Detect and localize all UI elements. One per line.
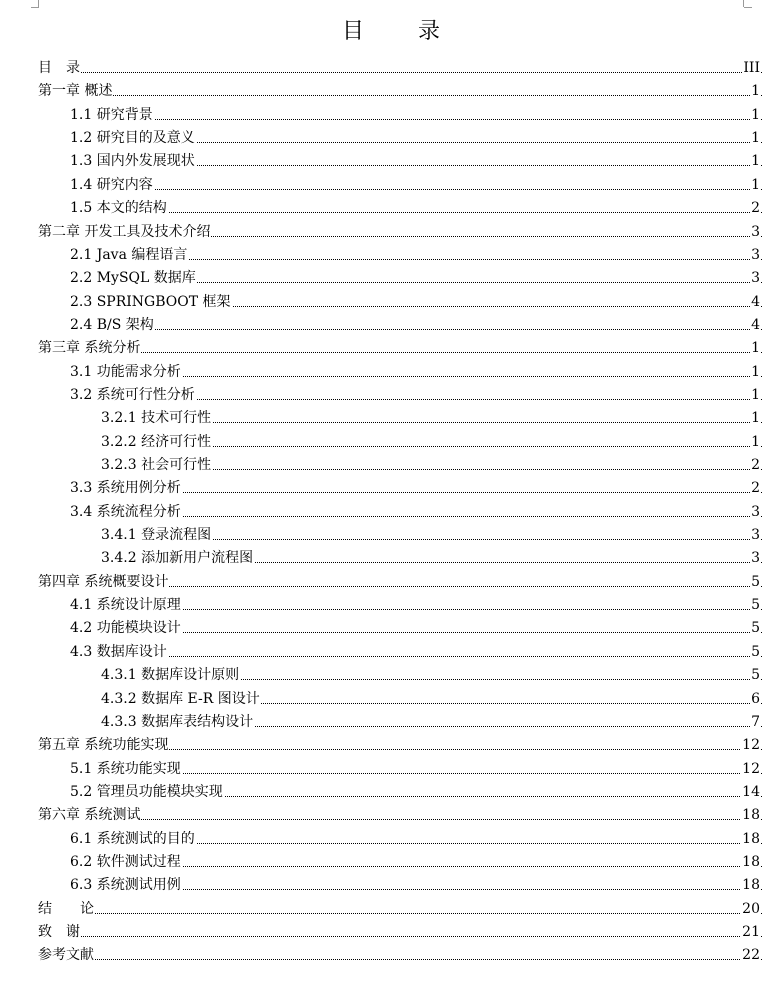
toc-entry[interactable] <box>0 197 782 220</box>
toc-entry-label: 第一章 概述 <box>38 80 113 103</box>
toc-entry-label: 3.3 系统用例分析 <box>70 477 182 500</box>
toc-entry-page-number: 18 <box>741 851 760 874</box>
toc-entry-page-number: 22 <box>741 944 760 967</box>
toc-entry[interactable] <box>0 921 782 944</box>
toc-entry-page-number: 3 <box>750 267 760 290</box>
toc-entry-label: 3.4.2 添加新用户流程图 <box>101 547 254 570</box>
toc-entry-page-number: 1 <box>750 407 760 430</box>
toc-entry-page-number: 2 <box>750 454 760 477</box>
toc-entry-label: 6.2 软件测试过程 <box>70 851 182 874</box>
toc-entry-label: 结 论 <box>38 898 95 921</box>
toc-entry[interactable] <box>0 828 782 851</box>
toc-entry[interactable] <box>0 898 782 921</box>
toc-entry-page-number: 4 <box>750 314 760 337</box>
toc-entry-label: 1.5 本文的结构 <box>70 197 168 220</box>
toc-entry[interactable] <box>0 57 782 80</box>
toc-entry-page-number: 2 <box>750 197 760 220</box>
toc-entry-page-number: 1 <box>750 174 760 197</box>
toc-entry-page-number: 18 <box>741 804 760 827</box>
toc-entry-page-number: 3 <box>750 524 760 547</box>
crop-mark-left <box>38 0 39 7</box>
toc-entry-page-number: 3 <box>750 547 760 570</box>
toc-entry-leader-dots <box>70 189 762 190</box>
toc-entry-page-number: 1 <box>750 361 760 384</box>
crop-mark-right <box>743 0 744 7</box>
toc-entry[interactable] <box>0 384 782 407</box>
toc-entry[interactable] <box>0 617 782 640</box>
toc-entry[interactable] <box>0 524 782 547</box>
toc-entry-label: 3.4.1 登录流程图 <box>101 524 212 547</box>
toc-entry[interactable] <box>0 664 782 687</box>
toc-entry-page-number: 5 <box>750 664 760 687</box>
toc-entry-label: 4.1 系统设计原理 <box>70 594 182 617</box>
toc-entry-leader-dots <box>70 212 762 213</box>
toc-entry[interactable] <box>0 594 782 617</box>
toc-entry-label: 参考文献 <box>38 944 95 967</box>
toc-entry-label: 4.2 功能模块设计 <box>70 617 182 640</box>
toc-entry[interactable] <box>0 688 782 711</box>
toc-entry-label: 6.1 系统测试的目的 <box>70 828 196 851</box>
toc-entry[interactable] <box>0 314 782 337</box>
toc-entry-label: 3.4 系统流程分析 <box>70 501 182 524</box>
toc-entry-page-number: 1 <box>750 80 760 103</box>
toc-entry-page-number: 12 <box>741 734 760 757</box>
toc-entry-leader-dots <box>70 656 762 657</box>
toc-entry-label: 4.3.1 数据库设计原则 <box>101 664 240 687</box>
toc-entry[interactable] <box>0 361 782 384</box>
toc-entry-label: 2.2 MySQL 数据库 <box>70 267 197 290</box>
toc-entry-leader-dots <box>38 72 762 73</box>
toc-entry[interactable] <box>0 781 782 804</box>
toc-entry-leader-dots <box>70 119 762 120</box>
toc-entry[interactable] <box>0 267 782 290</box>
toc-entry[interactable] <box>0 711 782 734</box>
toc-entry-label: 第六章 系统测试 <box>38 804 141 827</box>
toc-entry-page-number: 18 <box>741 874 760 897</box>
toc-entry[interactable] <box>0 477 782 500</box>
toc-entry-leader-dots <box>38 95 762 96</box>
toc-entry-page-number: 12 <box>741 758 760 781</box>
toc-entry-page-number: 1 <box>750 104 760 127</box>
toc-entry-page-number: 21 <box>741 921 760 944</box>
toc-entry-page-number: 4 <box>750 291 760 314</box>
toc-entry-label: 2.3 SPRINGBOOT 框架 <box>70 291 232 314</box>
toc-entry[interactable] <box>0 174 782 197</box>
toc-entry[interactable] <box>0 104 782 127</box>
toc-entry-label: 3.2 系统可行性分析 <box>70 384 196 407</box>
toc-entry-label: 3.1 功能需求分析 <box>70 361 182 384</box>
toc-entry-page-number: 14 <box>741 781 760 804</box>
toc-entry-page-number: 6 <box>750 688 760 711</box>
toc-entry[interactable] <box>0 244 782 267</box>
toc-entry-label: 1.1 研究背景 <box>70 104 154 127</box>
toc-entry[interactable] <box>0 501 782 524</box>
toc-entry-label: 目 录 <box>38 57 81 80</box>
toc-entry-label: 第二章 开发工具及技术介绍 <box>38 221 211 244</box>
toc-entry-page-number: 2 <box>750 477 760 500</box>
crop-mark-right-horizontal <box>744 7 752 8</box>
toc-entry-page-number: 5 <box>750 571 760 594</box>
toc-entry[interactable] <box>0 734 782 757</box>
toc-entry-label: 1.2 研究目的及意义 <box>70 127 196 150</box>
toc-entry[interactable] <box>0 431 782 454</box>
toc-entry-page-number: 1 <box>750 431 760 454</box>
toc-entry-label: 致 谢 <box>38 921 81 944</box>
toc-entry[interactable] <box>0 454 782 477</box>
toc-entry-label: 4.3 数据库设计 <box>70 641 168 664</box>
page-title: 目 录 <box>341 19 456 44</box>
toc-entry[interactable] <box>0 851 782 874</box>
toc-entry[interactable] <box>0 641 782 664</box>
toc-entry-label: 3.2.3 社会可行性 <box>101 454 212 477</box>
toc-entry-page-number: 3 <box>750 221 760 244</box>
toc-entry-page-number: 1 <box>750 127 760 150</box>
toc-entry-label: 第三章 系统分析 <box>38 337 141 360</box>
toc-entry-page-number: 3 <box>750 501 760 524</box>
toc-entry-label: 3.2.1 技术可行性 <box>101 407 212 430</box>
toc-entry[interactable] <box>0 221 782 244</box>
toc-entry-page-number: III <box>742 57 760 80</box>
toc-entry-leader-dots <box>38 959 762 960</box>
toc-entry-label: 第四章 系统概要设计 <box>38 571 169 594</box>
toc-entry[interactable] <box>0 291 782 314</box>
toc-entry[interactable] <box>0 547 782 570</box>
toc-entry[interactable] <box>0 127 782 150</box>
toc-entry-label: 1.4 研究内容 <box>70 174 154 197</box>
toc-entry-leader-dots <box>38 352 762 353</box>
toc-entry-page-number: 5 <box>750 641 760 664</box>
toc-entry-leader-dots <box>38 913 762 914</box>
toc-entry-page-number: 18 <box>741 828 760 851</box>
crop-mark-left-horizontal <box>31 7 39 8</box>
toc-entry-page-number: 3 <box>750 244 760 267</box>
toc-entry-label: 5.2 管理员功能模块实现 <box>70 781 224 804</box>
toc-entry-label: 5.1 系统功能实现 <box>70 758 182 781</box>
toc-entry-leader-dots <box>38 936 762 937</box>
toc-entry-page-number: 5 <box>750 594 760 617</box>
toc-entry-label: 2.4 B/S 架构 <box>70 314 155 337</box>
toc-entry[interactable] <box>0 804 782 827</box>
toc-entry-label: 1.3 国内外发展现状 <box>70 150 196 173</box>
toc-entry[interactable] <box>0 337 782 360</box>
toc-entry-leader-dots <box>38 819 762 820</box>
toc-entry-page-number: 7 <box>750 711 760 734</box>
toc-entry-page-number: 20 <box>741 898 760 921</box>
toc-entry[interactable] <box>0 150 782 173</box>
toc-entry-leader-dots <box>70 329 762 330</box>
toc-entry[interactable] <box>0 758 782 781</box>
toc-entry-label: 3.2.2 经济可行性 <box>101 431 212 454</box>
toc-entry-label: 第五章 系统功能实现 <box>38 734 169 757</box>
toc-entry-page-number: 1 <box>750 337 760 360</box>
toc-entry[interactable] <box>0 571 782 594</box>
toc-entry-page-number: 1 <box>750 384 760 407</box>
toc-entry[interactable] <box>0 407 782 430</box>
toc-entry-page-number: 1 <box>750 150 760 173</box>
toc-entry[interactable] <box>0 874 782 897</box>
toc-entry-label: 2.1 Java 编程语言 <box>70 244 188 267</box>
toc-entry-label: 4.3.3 数据库表结构设计 <box>101 711 254 734</box>
toc-entry-label: 6.3 系统测试用例 <box>70 874 182 897</box>
toc-entry-label: 4.3.2 数据库 E-R 图设计 <box>101 688 261 711</box>
toc-entry[interactable] <box>0 944 782 967</box>
toc-entry[interactable] <box>0 80 782 103</box>
toc-entry-page-number: 5 <box>750 617 760 640</box>
